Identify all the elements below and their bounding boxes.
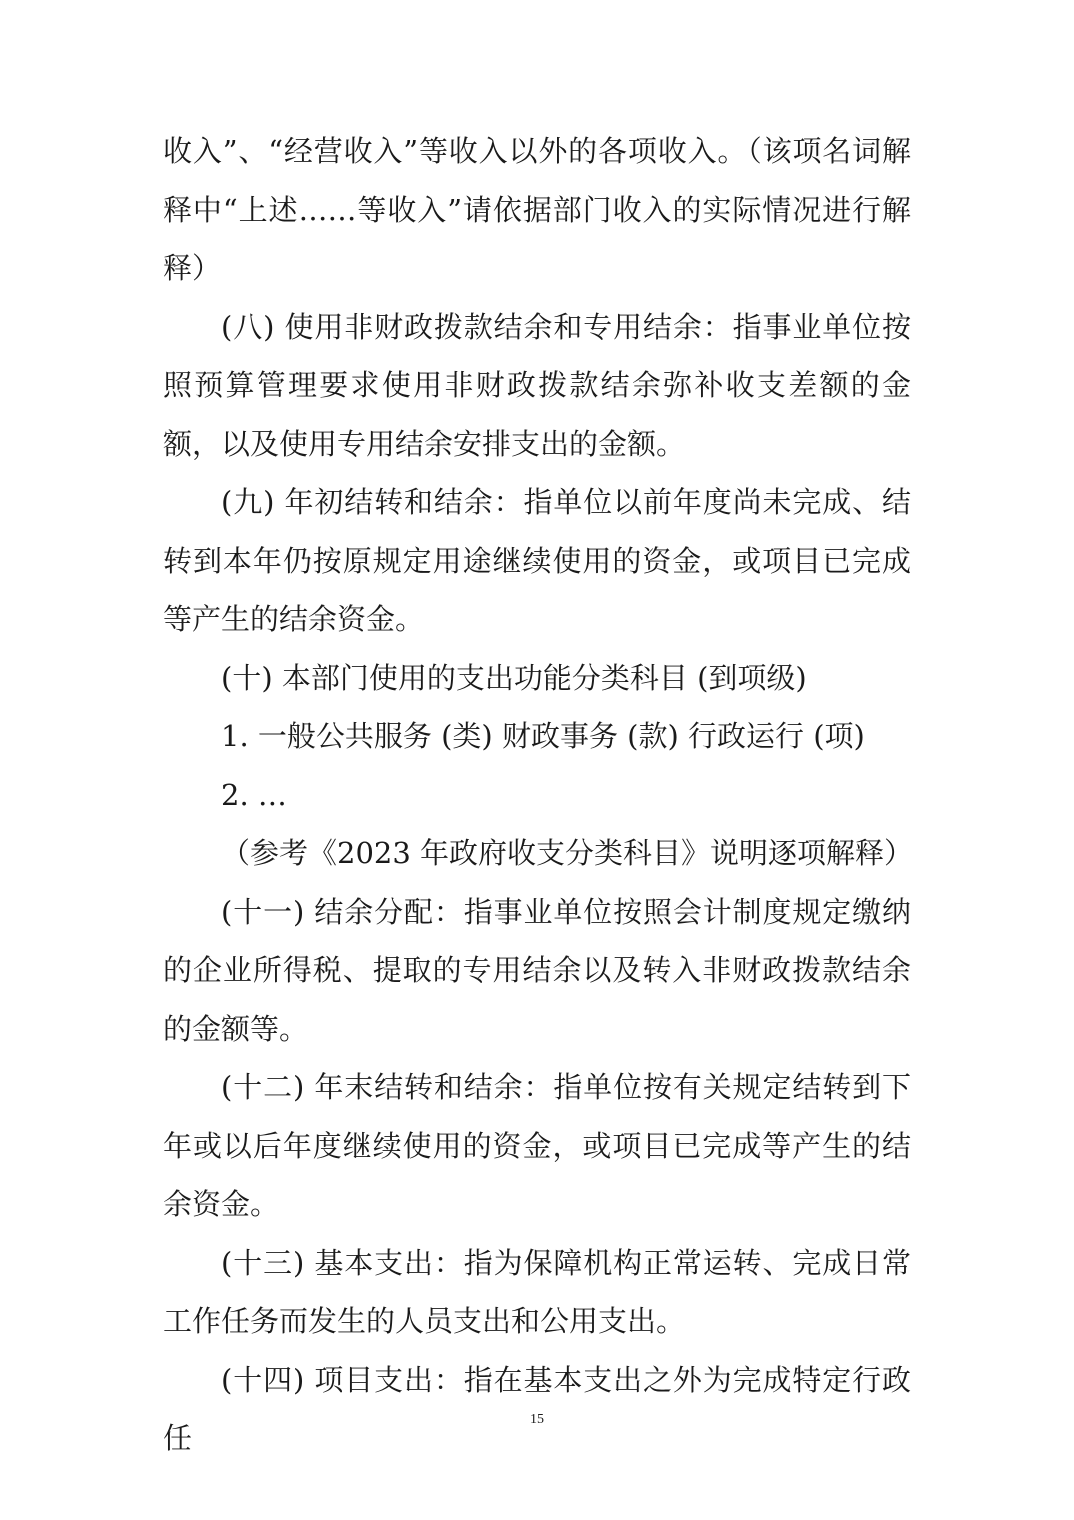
paragraph-item-13: (十三) 基本支出：指为保障机构正常运转、完成日常工作任务而发生的人员支出和公用支出。 (163, 1245, 911, 1338)
paragraph-item-14: (十四) 项目支出：指在基本支出之外为完成特定行政任 (163, 1362, 911, 1455)
document-body (163, 122, 914, 1468)
paragraph-item-8: (八) 使用非财政拨款结余和专用结余：指事业单位按照预算管理要求使用非财政拨款结余弥补收支差额的金额，以及使用专用结余安排支出的金额。 (163, 309, 911, 461)
paragraph-item-11: (十一) 结余分配：指事业单位按照会计制度规定缴纳的企业所得税、提取的专用结余以及转入非财政拨款结余的金额等。 (163, 894, 911, 1046)
paragraph-subitem-1: 1. 一般公共服务 (类) 财政事务 (款) 行政运行 (项) (221, 719, 865, 753)
page-number: 15 (530, 1412, 544, 1427)
paragraph-subitem-2: 2. … (221, 777, 287, 812)
paragraph-reference-note: （参考《2023 年政府收支分类科目》说明逐项解释） (221, 836, 914, 870)
paragraph-continued-income: 收入”、“经营收入”等收入以外的各项收入。（该项名词解释中“上述……等收入”请依据部门收入的实际情况进行解释） (163, 134, 911, 285)
paragraph-item-10: (十) 本部门使用的支出功能分类科目 (到项级) (221, 660, 807, 695)
paragraph-item-9: (九) 年初结转和结余：指单位以前年度尚未完成、结转到本年仍按原规定用途继续使用的资金，或项目已完成等产生的结余资金。 (163, 485, 911, 636)
paragraph-item-12: (十二) 年末结转和结余：指单位按有关规定结转到下年或以后年度继续使用的资金，或项目已完成等产生的结余资金。 (163, 1070, 911, 1221)
